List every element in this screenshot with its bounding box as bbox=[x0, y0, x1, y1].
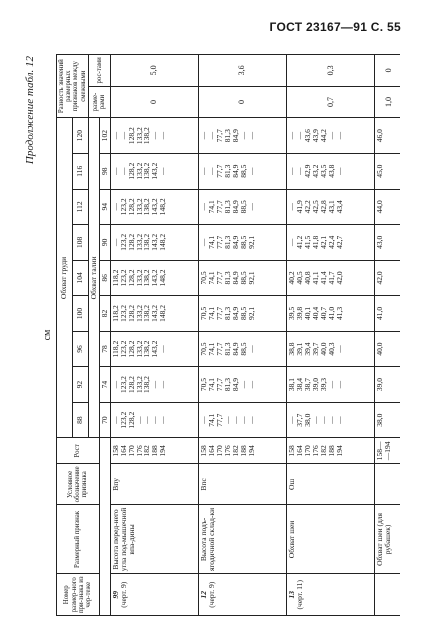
diff-rost-value: 0,3 bbox=[287, 55, 375, 87]
cell-value: — — 128,2 133,2 138,2 143,2 — bbox=[110, 153, 198, 189]
row-name: Обхват шеи (для рубашек) bbox=[375, 505, 400, 574]
diff-size-value: 0,7 bbox=[287, 86, 375, 118]
row-name: Высота перед-него угла под-мышечной впа-дины bbox=[110, 505, 198, 574]
row-num: 13 bbox=[287, 590, 297, 599]
row-symbol: Bпс bbox=[198, 464, 286, 505]
header-chest-116: 116 bbox=[72, 153, 88, 189]
cell-value: — 74,1 77,7 81,3 84,9 88,5 — bbox=[198, 189, 286, 225]
header-waist-98: 98 bbox=[99, 153, 110, 189]
header-diff-rost: рос-тами bbox=[88, 55, 110, 87]
header-name: Размерный признак bbox=[57, 505, 100, 574]
cell-value: — 123,2 128,2 133,2 138,2 143,2 148,2 bbox=[110, 189, 198, 225]
header-chest-108: 108 bbox=[72, 225, 88, 261]
cell-value: 70,5 74,1 77,7 81,3 84,9 88,5 92,1 bbox=[198, 260, 286, 296]
cell-value: — 41,9 42,2 42,5 42,8 43,1 43,4 bbox=[287, 189, 375, 225]
header-waist-90: 90 bbox=[99, 225, 110, 261]
cell-value: 38,0 bbox=[375, 402, 400, 438]
cell-value: — 41,2 41,5 41,8 42,1 42,4 42,7 bbox=[287, 225, 375, 261]
row-symbol bbox=[375, 464, 400, 505]
cell-value: — 123,2 128,2 133,2 138,2 — — bbox=[110, 367, 198, 403]
cell-value: 42,0 bbox=[375, 260, 400, 296]
header-waist-86: 86 bbox=[99, 260, 110, 296]
cell-value: 46,0 bbox=[375, 118, 400, 154]
header-chest-120: 120 bbox=[72, 118, 88, 154]
row-num-cell bbox=[287, 574, 375, 616]
cell-value: 118,2 123,2 128,2 133,2 138,2 143,2 148,2 bbox=[110, 260, 198, 296]
table-row bbox=[287, 55, 375, 616]
cell-value: 70,5 74,1 77,7 81,3 84,9 88,5 92,1 bbox=[198, 296, 286, 332]
header-diff-size: разме-рами bbox=[88, 86, 110, 118]
header-chest-112: 112 bbox=[72, 189, 88, 225]
cell-value: — — 43,6 43,9 44,2 — — bbox=[287, 118, 375, 154]
cell-value: 40,0 bbox=[375, 331, 400, 367]
row-num-cell bbox=[375, 574, 400, 616]
diff-size-value: 0 bbox=[110, 86, 198, 118]
cell-value: — — 42,9 43,2 43,5 43,8 — bbox=[287, 153, 375, 189]
row-num-sub: (черт. 9) bbox=[118, 581, 128, 608]
cell-value: — — 77,7 81,3 84,9 — — bbox=[198, 118, 286, 154]
header-chest-104: 104 bbox=[72, 260, 88, 296]
rotated-page bbox=[22, 50, 400, 620]
row-symbol: Bпу bbox=[110, 464, 198, 505]
header-waist-group: Обхват талии bbox=[88, 118, 99, 438]
diff-size-value: 1,0 bbox=[375, 86, 400, 118]
cell-value: 45,0 bbox=[375, 153, 400, 189]
cell-value: — 123,2 128,2 — — — — bbox=[110, 402, 198, 438]
header-chest-88: 88 bbox=[72, 402, 88, 438]
row-rost: 158 164 170 176 182 188 194 bbox=[198, 438, 286, 464]
table-row bbox=[198, 55, 286, 616]
cell-value: — 74,1 77,7 81,3 84,9 88,5 92,1 bbox=[198, 225, 286, 261]
cell-value: 118,2 123,2 128,2 133,2 138,2 143,2 148,2 bbox=[110, 296, 198, 332]
row-num: 99 bbox=[110, 590, 120, 599]
cell-value: 44,0 bbox=[375, 189, 400, 225]
cell-value: 43,0 bbox=[375, 225, 400, 261]
header-rost: Рост bbox=[57, 438, 100, 464]
diff-size-value: 0 bbox=[198, 86, 286, 118]
row-num-sub: (черт. 9) bbox=[206, 581, 216, 608]
cell-value: 38,1 38,4 38,7 39,0 39,3 — — bbox=[287, 367, 375, 403]
cell-value: — 123,2 128,2 133,2 138,2 143,2 148,2 bbox=[110, 225, 198, 261]
cell-value: 39,0 bbox=[375, 367, 400, 403]
unit-label: см bbox=[42, 329, 53, 341]
header-chest-group: Обхват груди bbox=[57, 118, 73, 438]
header-row-4 bbox=[99, 55, 110, 616]
header-row-1 bbox=[57, 55, 73, 616]
table-row bbox=[110, 55, 198, 616]
row-name: Высота подъ-ягодичной склад-ки bbox=[198, 505, 286, 574]
header-diff-group: Разность значений размерных признаков между смежными bbox=[57, 55, 89, 118]
row-num-cell bbox=[198, 574, 286, 616]
diff-rost-value: 3,6 bbox=[198, 55, 286, 87]
cell-value: 40,2 40,5 40,8 41,1 41,4 41,7 42,0 bbox=[287, 260, 375, 296]
cell-value: 70,5 74,1 77,7 81,3 84,9 — — bbox=[198, 367, 286, 403]
header-chest-100: 100 bbox=[72, 296, 88, 332]
header-waist-82: 82 bbox=[99, 296, 110, 332]
row-rost: 158— —194 bbox=[375, 438, 400, 464]
row-rost: 158 164 170 176 182 188 194 bbox=[287, 438, 375, 464]
cell-value: 70,5 74,1 77,7 81,3 84,9 88,5 — bbox=[198, 331, 286, 367]
header-waist-70: 70 bbox=[99, 402, 110, 438]
header-chest-92: 92 bbox=[72, 367, 88, 403]
header-spacer bbox=[99, 438, 110, 616]
row-num-sub: (черт. 11) bbox=[295, 580, 305, 610]
cell-value: 38,8 39,1 39,4 39,7 40,0 40,3 — bbox=[287, 331, 375, 367]
diff-rost-value: 0 bbox=[375, 55, 400, 87]
header-chest-96: 96 bbox=[72, 331, 88, 367]
header-waist-102: 102 bbox=[99, 118, 110, 154]
cell-value: — 74,1 77,7 — — — — bbox=[198, 402, 286, 438]
cell-value: 41,0 bbox=[375, 296, 400, 332]
row-symbol: Oш bbox=[287, 464, 375, 505]
cell-value: 118,2 123,2 128,2 133,2 138,2 143,2 — bbox=[110, 331, 198, 367]
header-waist-94: 94 bbox=[99, 189, 110, 225]
header-num: Номер размер-ного при-знака из чер-теже bbox=[57, 574, 100, 616]
row-num: 12 bbox=[198, 590, 208, 599]
cell-value: — 37,7 38,0 — — — — bbox=[287, 402, 375, 438]
row-num-cell bbox=[110, 574, 198, 616]
diff-rost-value: 5,0 bbox=[110, 55, 198, 87]
table-row bbox=[375, 55, 400, 616]
row-name: Обхват шеи bbox=[287, 505, 375, 574]
cell-value: 39,5 39,8 40,1 40,4 40,7 41,0 41,3 bbox=[287, 296, 375, 332]
row-rost: 158 164 170 176 182 188 194 bbox=[110, 438, 198, 464]
page-header-ref: ГОСТ 23167—91 С. 55 bbox=[269, 20, 401, 34]
header-symbol: Условное обозначение признака bbox=[57, 464, 100, 505]
measurement-table bbox=[56, 54, 400, 616]
header-waist-74: 74 bbox=[99, 367, 110, 403]
cell-value: — — 128,2 133,2 138,2 — — bbox=[110, 118, 198, 154]
table-caption: Продолжение табл. 12 bbox=[24, 56, 36, 165]
header-waist-78: 78 bbox=[99, 331, 110, 367]
cell-value: — — 77,7 81,3 84,9 88,5 — bbox=[198, 153, 286, 189]
rotated-content bbox=[22, 50, 400, 620]
